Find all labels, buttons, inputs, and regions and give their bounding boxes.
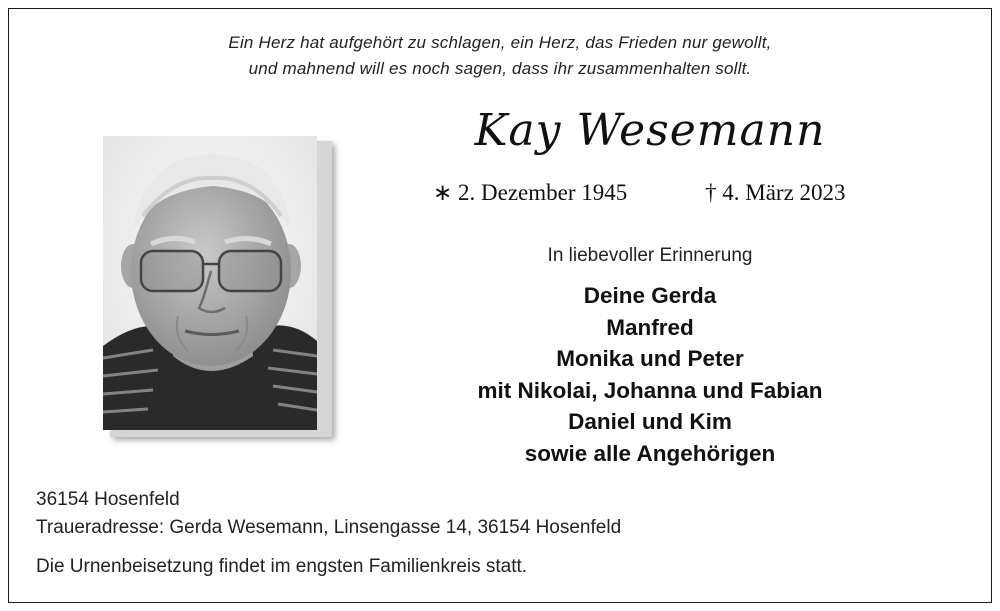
poem (0, 30, 1000, 82)
poem-line-1: Ein Herz hat aufgehört zu schlagen, ein Herz, das Frieden nur gewollt, (228, 33, 772, 52)
remembrance-intro: In liebevoller Erinnerung (547, 245, 753, 266)
mourner-line: Manfred (606, 314, 694, 340)
mourner-line: Daniel und Kim (568, 409, 732, 434)
portrait-photo (103, 136, 317, 430)
mourner-line: Deine Gerda (583, 283, 717, 308)
mourner-line: Monika und Peter (556, 346, 744, 371)
mourner-line: sowie alle Angehörigen (524, 440, 776, 466)
poem-line-2: und mahnend will es noch sagen, dass ihr zusammenhalten sollt. (248, 59, 752, 78)
address-block (36, 486, 621, 542)
burial-notice: Die Urnenbeisetzung findet im engsten Familienkreis statt. (36, 556, 528, 577)
deceased-name: Kay Wesemann (474, 105, 826, 156)
mourners-list (400, 280, 900, 469)
death-date: † 4. März 2023 (705, 180, 846, 205)
address-city: 36154 Hosenfeld (36, 489, 180, 510)
mourner-line: mit Nikolai, Johanna und Fabian (477, 377, 823, 403)
birth-date: ∗ 2. Dezember 1945 (433, 180, 628, 205)
mourning-address: Traueradresse: Gerda Wesemann, Linsengasse 14, 36154 Hosenfeld (36, 517, 622, 538)
